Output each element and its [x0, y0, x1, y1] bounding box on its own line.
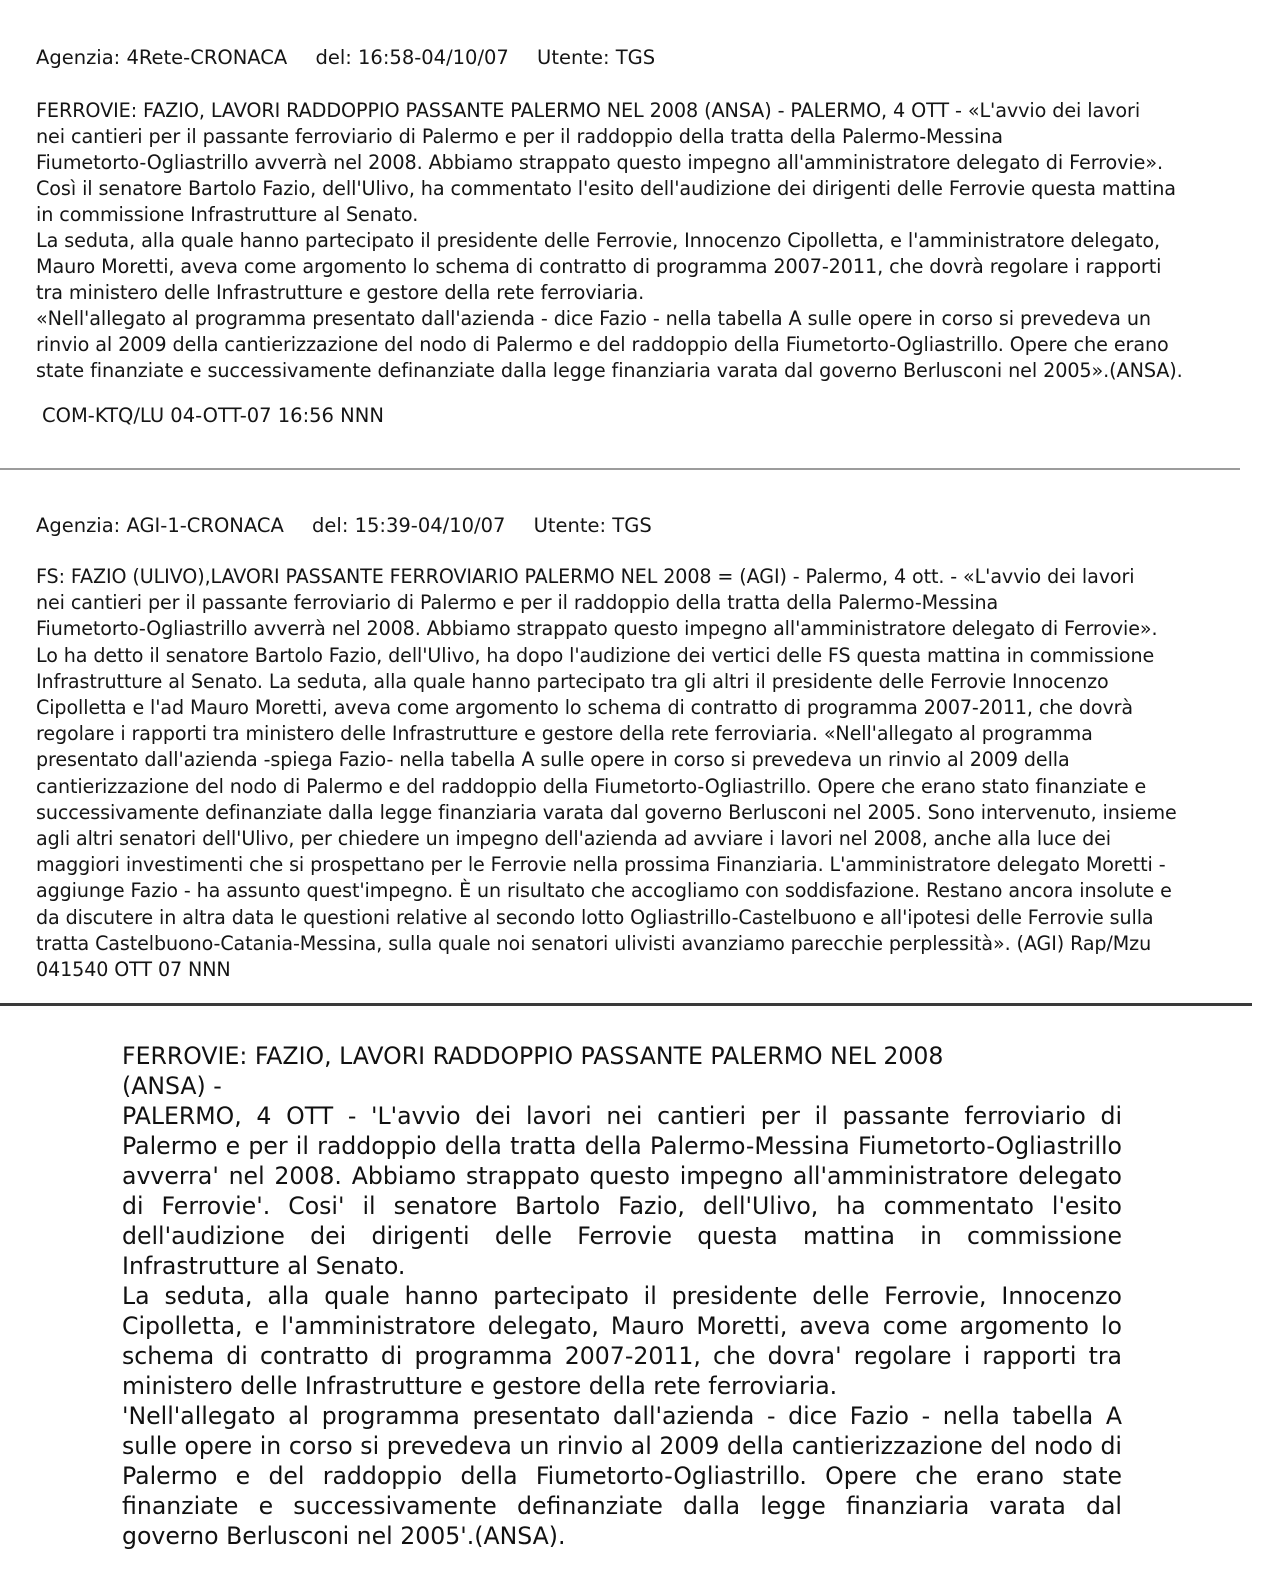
news-clip-agi — [36, 512, 1236, 983]
article-paragraph: 'Nell'allegato al programma presentato dall'azienda - dice Fazio - nella tabella A sulle opere in corso si prevedeva un rinvio al 2009 della cantierizzazione del nodo di Palermo e del raddoppio della Fiumetorto-Ogliastrillo. Opere che erano state finanziate e successivamente definanziate dalla legge finanziaria varata dal governo Berlusconi nel 2005'.(ANSA). — [122, 1402, 1122, 1550]
clip-body: FS: FAZIO (ULIVO),LAVORI PASSANTE FERROVIARIO PALERMO NEL 2008 = (AGI) - Palermo, 4 ott. - «L'avvio dei lavori nei cantieri per il passante ferroviario di Palermo e per il raddoppio della tratta della Palermo-Messina Fiumetorto-Ogliastrillo avverrà nel 2008. Abbiamo strappato questo impegno all'amministratore delegato di Ferrovie». Lo ha detto il senatore Bartolo Fazio, dell'Ulivo, ha dopo l'audizione dei vertici delle FS questa mattina in commissione Infrastrutture al Senato. La seduta, alla quale hanno partecipato tra gli altri il presidente delle Ferrovie Innocenzo Cipolletta e l'ad Mauro Moretti, aveva come argomento lo schema di contratto di programma 2007-2011, che dovrà regolare i rapporti tra ministero delle Infrastrutture e gestore della rete ferroviaria. «Nell'allegato al programma presentato dall'azienda -spiega Fazio- nella tabella A sulle opere in corso si prevedeva un rinvio al 2009 della cantierizzazione del nodo di Palermo e del raddoppio della Fiumetorto-Ogliastrillo. Opere che erano stato finanziate e successivamente definanziate dalla legge finanziaria varata dal governo Berlusconi nel 2005. Sono intervenuto, insieme agli altri senatori dell'Ulivo, per chiedere un impegno dell'azienda ad avviare i lavori nel 2008, anche alla luce dei maggiori investimenti che si prospettano per le Ferrovie nella prossima Finanziaria. L'amministratore delegato Moretti - aggiunge Fazio - ha assunto quest'impegno. È un risultato che accogliamo con soddisfazione. Restano ancora insolute e da discutere in altra data le questioni relative al secondo lotto Ogliastrillo-Castelbuono e all'ipotesi delle Ferrovie sulla tratta Castelbuono-Catania-Messina, sulla quale noi senatori ulivisti avanziamo parecchie perplessità». (AGI) Rap/Mzu 041540 OTT 07 NNN — [36, 565, 1177, 982]
article-paragraph: La seduta, alla quale hanno partecipato il presidente delle Ferrovie, Innocenzo Cipolletta, e l'amministratore delegato, Mauro Moretti, aveva come argomento lo schema di contratto di programma 2007-2011, che dovra' regolare i rapporti tra ministero delle Infrastrutture e gestore della rete ferroviaria. — [122, 1282, 1122, 1400]
separator-rule-thick — [0, 1003, 1252, 1006]
transcript-article — [122, 1041, 1122, 1551]
news-clip-ansa — [36, 44, 1236, 430]
clip-meta-line — [36, 512, 1236, 540]
user-label: Utente: TGS — [537, 46, 656, 69]
user-label: Utente: TGS — [533, 514, 652, 537]
clip-footer-code: COM-KTQ/LU 04-OTT-07 16:56 NNN — [42, 404, 384, 427]
agency-label: Agenzia: AGI-1-CRONACA — [36, 514, 284, 537]
datetime-label: del: 15:39-04/10/07 — [312, 514, 506, 537]
datetime-label: del: 16:58-04/10/07 — [315, 46, 509, 69]
clip-meta-line — [36, 44, 1236, 72]
separator-rule — [0, 468, 1240, 470]
article-paragraph: PALERMO, 4 OTT - 'L'avvio dei lavori nei cantieri per il passante ferroviario di Palermo e per il raddoppio della tratta della Palermo-Messina Fiumetorto-Ogliastrillo avverra' nel 2008. Abbiamo strappato questo impegno all'amministratore delegato di Ferrovie'. Cosi' il senatore Bartolo Fazio, dell'Ulivo, ha commentato l'esito dell'audizione dei dirigenti delle Ferrovie questa mattina in commissione Infrastrutture al Senato. — [122, 1102, 1122, 1280]
agency-label: Agenzia: 4Rete-CRONACA — [36, 46, 288, 69]
article-headline: FERROVIE: FAZIO, LAVORI RADDOPPIO PASSANTE PALERMO NEL 2008 (ANSA) - — [122, 1042, 944, 1100]
clip-body: FERROVIE: FAZIO, LAVORI RADDOPPIO PASSANTE PALERMO NEL 2008 (ANSA) - PALERMO, 4 OTT - «L'avvio dei lavori nei cantieri per il passante ferroviario di Palermo e per il raddoppio della tratta della Palermo-Messina Fiumetorto-Ogliastrillo avverrà nel 2008. Abbiamo strappato questo impegno all'amministratore delegato di Ferrovie». Così il senatore Bartolo Fazio, dell'Ulivo, ha commentato l'esito dell'audizione dei dirigenti delle Ferrovie questa mattina in commissione Infrastrutture al Senato. La seduta, alla quale hanno partecipato il presidente delle Ferrovie, Innocenzo Cipolletta, e l'amministratore delegato, Mauro Moretti, aveva come argomento lo schema di contratto di programma 2007-2011, che dovrà regolare i rapporti tra ministero delle Infrastrutture e gestore della rete ferroviaria. «Nell'allegato al programma presentato dall'azienda - dice Fazio - nella tabella A sulle opere in corso si prevedeva un rinvio al 2009 della cantierizzazione del nodo di Palermo e del raddoppio della Fiumetorto-Ogliastrillo. Opere che erano state finanziate e successivamente definanziate dalla legge finanziaria varata dal governo Berlusconi nel 2005».(ANSA). — [36, 99, 1183, 382]
